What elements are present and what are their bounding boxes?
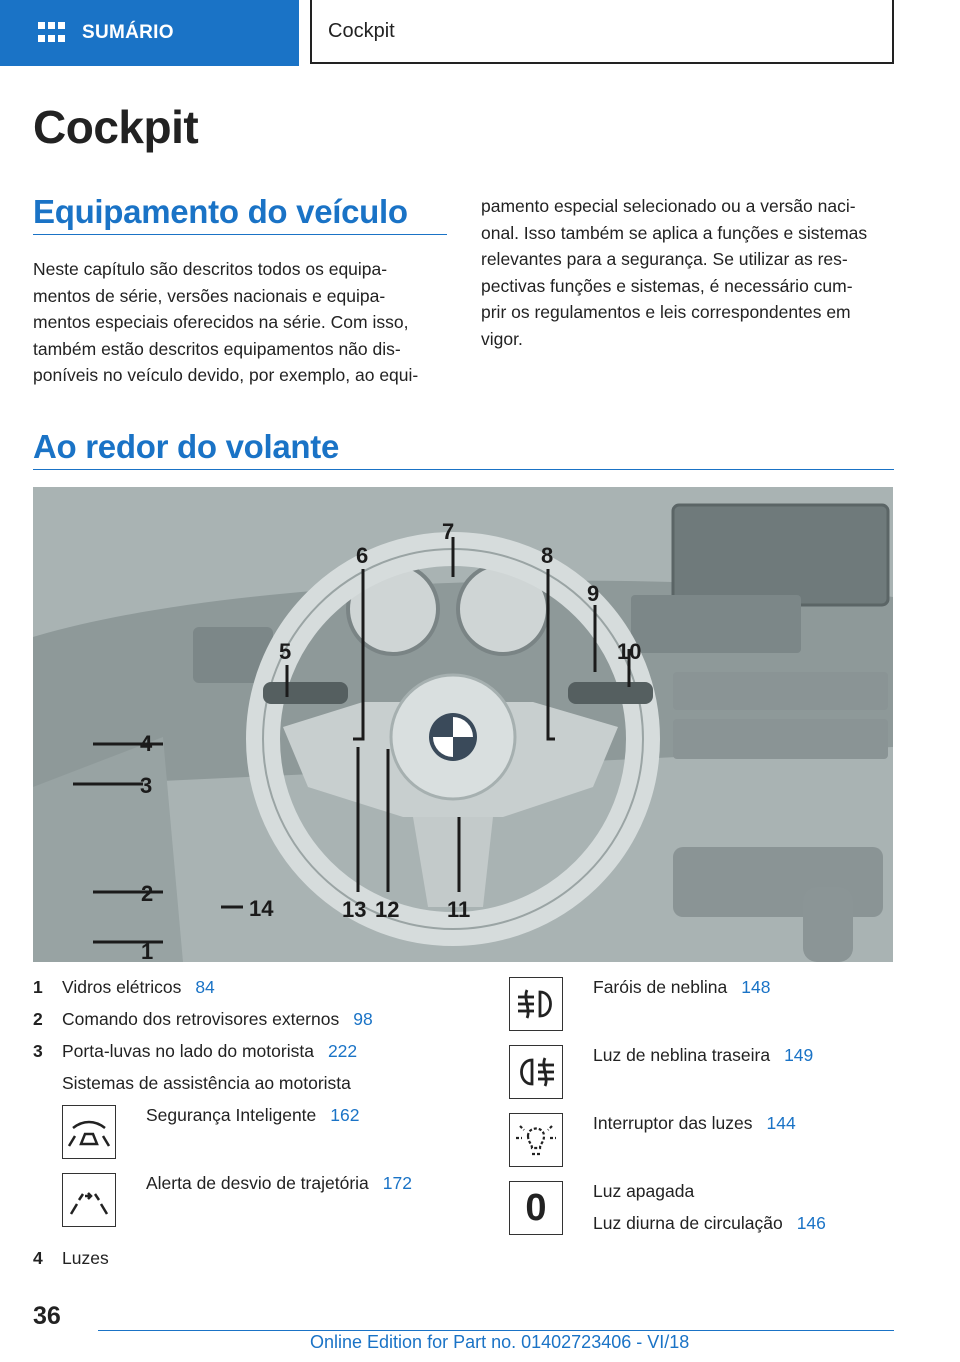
legend-item-lights: Luzes: [62, 1248, 109, 1268]
callout-2: 2: [141, 881, 154, 906]
section-heading-equipment: Equipamento do veículo: [33, 193, 408, 230]
legend-item-intelligent-safety: [146, 1105, 359, 1126]
page-reference-link[interactable]: 84: [195, 977, 215, 997]
legend-text: Interruptor das luzes: [593, 1113, 753, 1133]
lights-off-icon: [509, 1181, 563, 1235]
text-line: onal. Isso também se aplica a funções e sistemas: [481, 222, 868, 243]
section-rule: [33, 469, 894, 470]
legend-text: Faróis de neblina: [593, 977, 728, 997]
callout-4: 4: [140, 731, 153, 756]
legend-assist-title: Sistemas de assistência ao motorista: [62, 1073, 351, 1093]
summary-label: SUMÁRIO: [82, 22, 174, 43]
text-line: mentos especiais oferecidos na série. Com isso,: [33, 312, 409, 332]
legend-text: Comando dos retrovisores externos: [62, 1009, 340, 1029]
callout-10: 10: [617, 639, 642, 664]
top-navigation: [0, 0, 960, 66]
intelligent-safety-icon: [62, 1105, 116, 1159]
legend-number: 4: [33, 1248, 43, 1268]
legend-text: Vidros elétricos: [62, 977, 182, 997]
callout-11: 11: [447, 897, 471, 922]
page-reference-link[interactable]: 149: [784, 1045, 814, 1065]
callout-3: 3: [140, 773, 153, 798]
legend-text: Alerta de desvio de trajetória: [146, 1173, 369, 1193]
summary-button[interactable]: [0, 0, 299, 66]
legend-item-glovebox: [62, 1041, 357, 1062]
legend-text: Luz diurna de circulação: [593, 1213, 783, 1233]
lights-off-symbol: 0: [525, 1187, 547, 1229]
section-rule: [33, 234, 447, 235]
breadcrumb-label: Cockpit: [328, 19, 395, 42]
legend-item-front-fog: [593, 977, 770, 998]
callout-6: 6: [356, 543, 369, 568]
front-fog-light-icon: [509, 977, 563, 1031]
page-reference-link[interactable]: 144: [766, 1113, 796, 1133]
legend-text: Luz de neblina traseira: [593, 1045, 771, 1065]
page-reference-link[interactable]: 172: [382, 1173, 412, 1193]
legend-item-mirror-control: [62, 1009, 373, 1030]
callout-12: 12: [375, 897, 400, 922]
page-reference-link[interactable]: 222: [327, 1041, 358, 1061]
text-line: relevantes para a segurança. Se utilizar as res-: [481, 249, 848, 269]
callout-14: 14: [249, 896, 274, 921]
text-line: também estão descritos equipamentos não dis-: [33, 338, 401, 359]
legend-item-daytime-running: [593, 1213, 826, 1234]
text-line: pectivas funções e sistemas, é necessário cum-: [481, 275, 853, 296]
text-line: Neste capítulo são descritos todos os equipa-: [33, 259, 388, 279]
intro-paragraph-col2: [481, 193, 867, 352]
callout-5: 5: [279, 639, 292, 664]
legend-item-rear-fog: [593, 1045, 813, 1066]
text-line: pamento especial selecionado ou a versão naci-: [481, 196, 856, 216]
legend-item-lights-off: Luz apagada: [593, 1181, 695, 1201]
callout-1: 1: [141, 939, 154, 962]
intro-paragraph-col1: [33, 256, 418, 389]
page-number: 36: [33, 1302, 61, 1330]
legend-item-lane-departure: [146, 1173, 412, 1194]
page-reference-link[interactable]: 148: [741, 977, 771, 997]
legend-item-power-windows: [62, 977, 215, 998]
legend-text: Porta-luvas no lado do motorista: [62, 1041, 314, 1061]
page-reference-link[interactable]: 146: [796, 1213, 826, 1233]
legend-number: 3: [33, 1041, 43, 1061]
callout-9: 9: [587, 581, 600, 606]
callout-13: 13: [342, 897, 367, 922]
page-reference-link[interactable]: 98: [353, 1009, 373, 1029]
callout-8: 8: [541, 543, 554, 568]
section-heading-steering-wheel: Ao redor do volante: [33, 428, 339, 465]
legend-number: 1: [33, 977, 43, 997]
text-line: vigor.: [481, 328, 523, 349]
cockpit-illustration: [33, 487, 893, 962]
grid-menu-icon: [38, 22, 66, 44]
text-line: mentos de série, versões nacionais e equipa-: [33, 285, 386, 306]
footer-edition-text: Online Edition for Part no. 01402723406 - VI/18: [310, 1332, 690, 1352]
footer-rule: [98, 1330, 894, 1331]
legend-number: 2: [33, 1009, 43, 1029]
lane-departure-icon: [62, 1173, 116, 1227]
light-switch-icon: [509, 1113, 563, 1167]
text-line: prir os regulamentos e leis correspondentes em: [481, 302, 851, 322]
text-line: poníveis no veículo devido, por exemplo, ao equi-: [33, 365, 419, 385]
legend-text: Segurança Inteligente: [146, 1105, 317, 1125]
legend-item-light-switch: [593, 1113, 796, 1134]
callout-7: 7: [442, 519, 455, 544]
breadcrumb[interactable]: [310, 0, 894, 64]
page-reference-link[interactable]: 162: [330, 1105, 360, 1125]
rear-fog-light-icon: [509, 1045, 563, 1099]
page-title: Cockpit: [33, 101, 199, 153]
